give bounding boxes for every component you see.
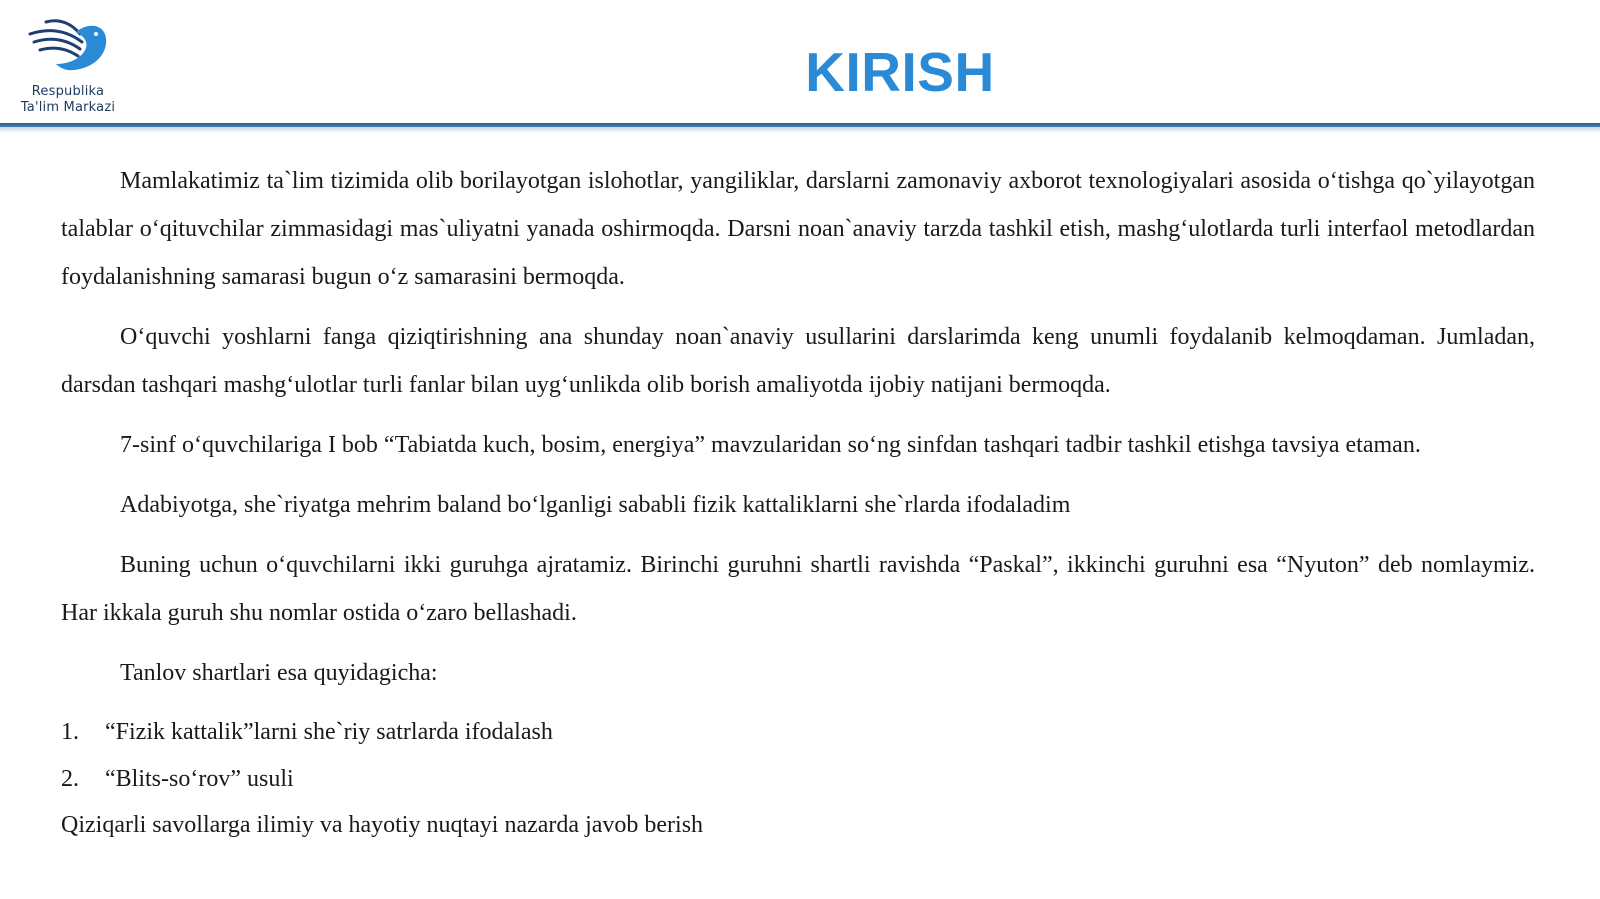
page-title: KIRISH xyxy=(805,41,995,103)
paragraph: O‘quvchi yoshlarni fanga qiziqtirishning ana shunday noan`anaviy usullarini darslarimda keng unumli foydalanib kelmoqdaman. Jumladan, darsdan tashqari mashg‘ulotlar turli fanlar bilan uyg‘unlikda olib borish amaliyotda ijobiy natijani bermoqda. xyxy=(61,324,1535,398)
list-text: “Fizik kattalik”larni she`riy satrlarda ifodalash xyxy=(105,719,553,745)
logo xyxy=(6,14,130,120)
slide-body xyxy=(61,157,1535,847)
paragraph: Mamlakatimiz ta`lim tizimida olib borilayotgan islohotlar, yangiliklar, darslarni zamonaviy axborot texnologiyalari asosida o‘tishga qo`yilayotgan talablar o‘qituvchilar zimmasidagi mas`uliyatni yanada oshirmoqda. Darsni noan`anaviy tarzda tashkil etish, mashg‘ulotlarda turli interfaol metodlardan foydalanishning samarasi bugun o‘z samarasini bermoqda. xyxy=(61,168,1535,290)
bird-logo-icon xyxy=(26,14,112,76)
paragraph: Buning uchun o‘quvchilarni ikki guruhga ajratamiz. Birinchi guruhni shartli ravishda “Paskal”, ikkinchi guruhni esa “Nyuton” deb nomlaymiz. Har ikkala guruh shu nomlar ostida o‘zaro bellashadi. xyxy=(61,552,1535,626)
paragraph: Tanlov shartlari esa quyidagicha: xyxy=(120,660,438,686)
slide-header xyxy=(0,0,1600,126)
list-number: 1. xyxy=(61,719,79,745)
list-text: “Blits-so‘rov” usuli xyxy=(105,766,294,792)
logo-text-line2: Ta'lim Markazi xyxy=(20,100,116,115)
logo-text-line1: Respublika xyxy=(31,84,105,99)
paragraph: 7-sinf o‘quvchilariga I bob “Tabiatda kuch, bosim, energiya” mavzularidan so‘ng sinfdan tashqari tadbir tashkil etishga tavsiya etaman. xyxy=(120,432,1421,458)
list-number: 2. xyxy=(61,766,79,792)
paragraph: Adabiyotga, she`riyatga mehrim baland bo‘lganligi sababli fizik kattaliklarni she`rlarda ifodaladim xyxy=(120,492,1071,518)
list-item xyxy=(61,709,1535,756)
list-item xyxy=(61,756,1535,803)
closing-line: Qiziqarli savollarga ilimiy va hayotiy nuqtayi nazarda javob berish xyxy=(61,812,704,838)
header-divider-shadow xyxy=(0,127,1600,133)
